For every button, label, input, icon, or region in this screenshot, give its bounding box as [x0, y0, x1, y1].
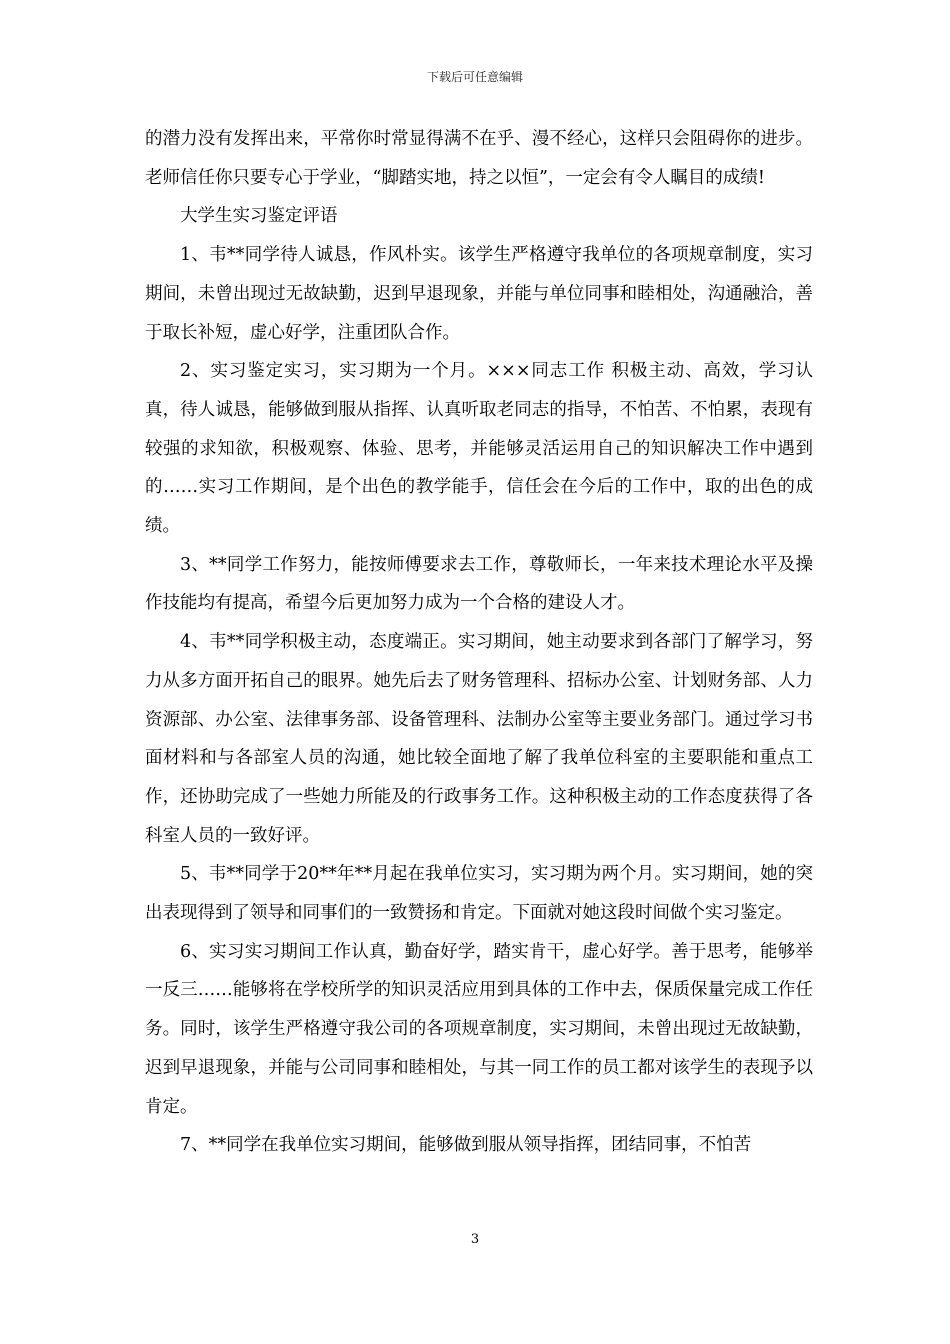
paragraph-item-1: 1、韦**同学待人诚恳，作风朴实。该学生严格遵守我单位的各项规章制度，实习期间，未曾出现过无故缺勤，迟到早退现象，并能与单位同事和睦相处，沟通融洽，善于取长补短，虚心好学，注重团队合作。	[145, 245, 813, 343]
section-heading: 大学生实习鉴定评语	[180, 206, 338, 227]
page-number: 3	[470, 1232, 480, 1247]
paragraph-continuation: 的潜力没有发挥出来，平常你时常显得满不在乎、漫不经心，这样只会阻碍你的进步。老师信任你只要专心于学业，“脚踏实地，持之以恒”，一定会有令人瞩目的成绩!	[145, 129, 813, 188]
paragraph-item-6: 6、实习实习期间工作认真，勤奋好学，踏实肯干，虚心好学。善于思考，能够举一反三……能够将在学校所学的知识灵活应用到具体的工作中去，保质保量完成工作任务。同时，该学生严格遵守我公司的各项规章制度，实习期间，未曾出现过无故缺勤，迟到早退现象，并能与公司同事和睦相处，与其一同工作的员工都对该学生的表现予以肯定。	[145, 941, 813, 1117]
page-header: 下载后可任意编辑	[426, 70, 523, 84]
paragraph-item-5: 5、韦**同学于20**年**月起在我单位实习，实习期为两个月。实习期间，她的突出表现得到了领导和同事们的一致赞扬和肯定。下面就对她这段时间做个实习鉴定。	[145, 864, 813, 924]
document-body	[145, 120, 813, 1165]
paragraph-item-4: 4、韦**同学积极主动，态度端正。实习期间，她主动要求到各部门了解学习，努力从多方面开拓自己的眼界。她先后去了财务管理科、招标办公室、计划财务部、人力资源部、办公室、法律事务部、设备管理科、法制办公室等主要业务部门。通过学习书面材料和与各部室人员的沟通，她比较全面地了解了我单位科室的主要职能和重点工作，还协助完成了一些她力所能及的行政事务工作。这种积极主动的工作态度获得了各科室人员的一致好评。	[145, 632, 813, 846]
paragraph-item-2: 2、实习鉴定实习，实习期为一个月。×××同志工作 积极主动、高效，学习认真，待人诚恳，能够做到服从指挥、认真听取老同志的指导，不怕苦、不怕累，表现有较强的求知欲，积极观察、体验、思考，并能够灵活运用自己的知识解决工作中遇到的……实习工作期间，是个出色的教学能手，信任会在今后的工作中，取的出色的成绩。	[145, 361, 813, 537]
paragraph-item-7: 7、**同学在我单位实习期间，能够做到服从领导指挥，团结同事，不怕苦	[180, 1135, 752, 1156]
paragraph-item-3: 3、**同学工作努力，能按师傅要求去工作，尊敬师长，一年来技术理论水平及操作技能均有提高，希望今后更加努力成为一个合格的建设人才。	[145, 554, 813, 614]
